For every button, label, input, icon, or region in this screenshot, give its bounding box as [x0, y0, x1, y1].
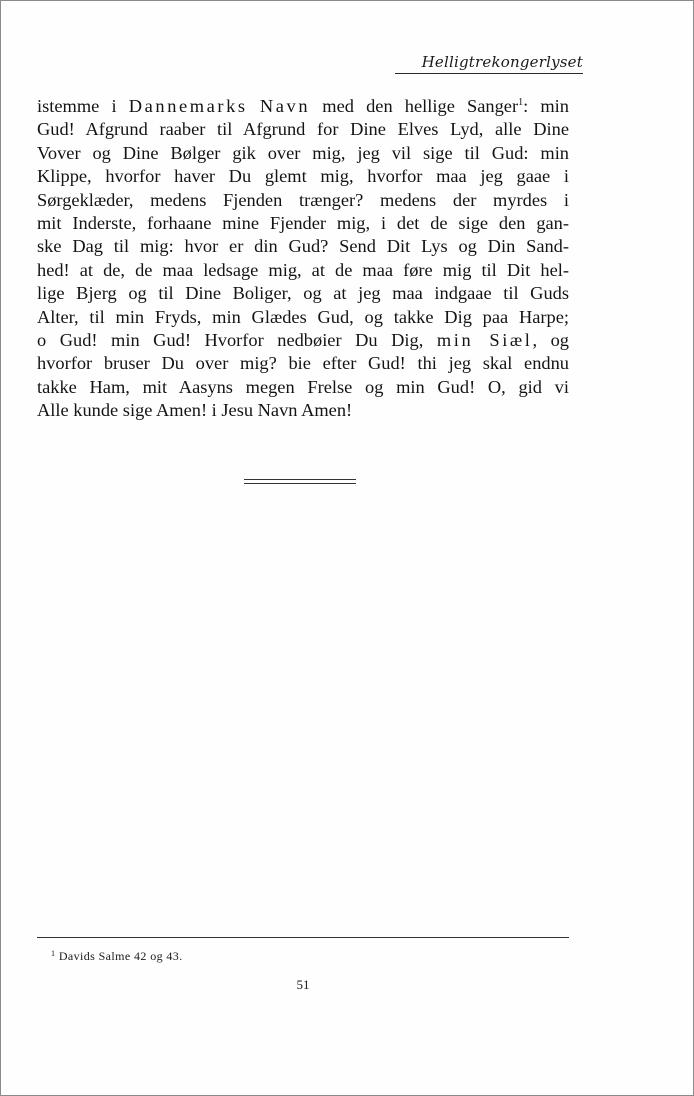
- text-line: o Gud! min Gud! Hvorfor nedbøier Du Dig, min Siæl, og: [37, 330, 569, 351]
- text-line: lige Bjerg og til Dine Boliger, og at jeg maa indgaae til Guds: [37, 283, 569, 304]
- spaced-word: Dannemarks: [128, 96, 248, 116]
- body-paragraph: [37, 95, 569, 423]
- text-line: hvorfor bruser Du over mig? bie efter Gud! thi jeg skal endnu: [37, 353, 569, 374]
- text-line: takke Ham, mit Aasyns megen Frelse og min Gud! O, gid vi: [37, 376, 569, 397]
- page-number: 51: [296, 977, 310, 992]
- text-line: hed! at de, de maa ledsage mig, at de maa føre mig til Dit hel-: [37, 259, 569, 280]
- footnote-reference[interactable]: 1: [518, 97, 524, 108]
- running-head: Helligtrekongerlyset: [421, 53, 583, 71]
- footnote: [51, 949, 183, 964]
- text-line: mit Inderste, forhaane mine Fjender mig, i det de sige den gan-: [37, 213, 569, 234]
- ornament-rule: [244, 479, 356, 480]
- footnote-text: Davids Salme 42 og 43.: [58, 949, 183, 963]
- footnote-marker: 1: [51, 949, 56, 958]
- section-end-ornament: [244, 479, 356, 484]
- spaced-word: Navn: [259, 96, 311, 116]
- text-line: Klippe, hvorfor haver Du glemt mig, hvorfor maa jeg gaae i: [37, 166, 569, 187]
- spaced-word: min Siæl: [436, 330, 533, 351]
- text-line: istemme i Dannemarks Navn med den hellige Sanger$^1$: min: [37, 96, 569, 116]
- text-line: Gud! Afgrund raaber til Afgrund for Dine Elves Lyd, alle Dine: [37, 119, 569, 140]
- text-line: Alle kunde sige Amen! i Jesu Navn Amen!: [37, 400, 353, 421]
- text-line: Sørgeklæder, medens Fjenden trænger? medens der myrdes i: [37, 189, 569, 210]
- running-head-rule: [395, 73, 583, 74]
- text-line: Alter, til min Fryds, min Glædes Gud, og takke Dig paa Harpe;: [37, 306, 569, 327]
- text-line: Vover og Dine Bølger gik over mig, jeg vil sige til Gud: min: [37, 142, 569, 163]
- text-line: ske Dag til mig: hvor er din Gud? Send Dit Lys og Din Sand-: [37, 236, 569, 257]
- ornament-rule: [244, 483, 356, 484]
- footnote-separator: [37, 937, 569, 938]
